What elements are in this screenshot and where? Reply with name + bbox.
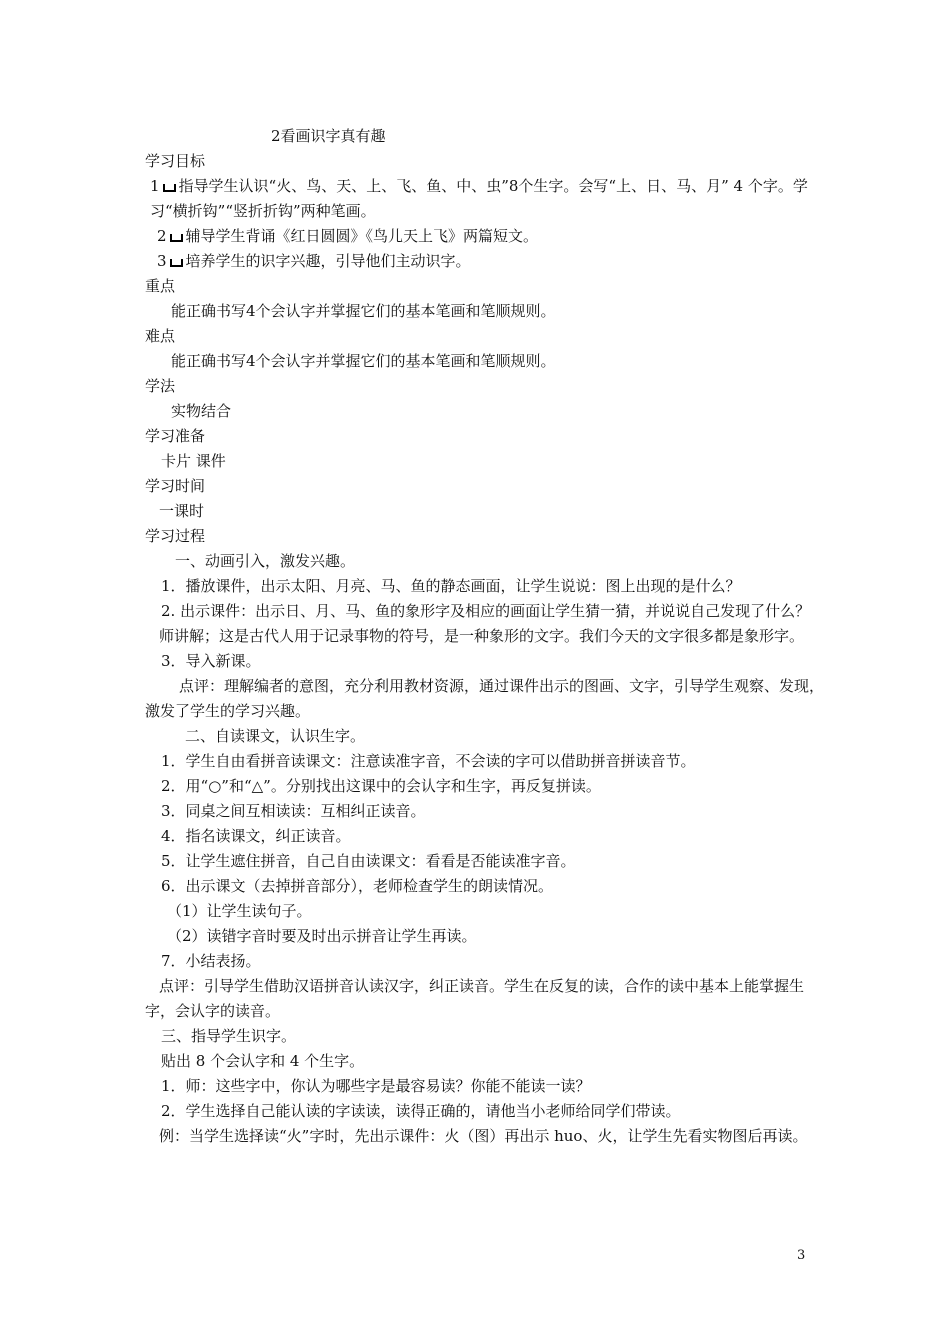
goal-number: 2 [157, 227, 167, 245]
subsection-heading: 一、动画引入，激发兴趣。 [175, 552, 356, 570]
document-body [145, 124, 825, 1149]
list-item: 4．指名读课文，纠正读音。 [161, 827, 351, 845]
list-item: 5．让学生遮住拼音，自己自由读课文：看看是否能读准字音。 [161, 852, 576, 870]
goal-text: 培养学生的识字兴趣，引导他们主动识字。 [185, 252, 471, 270]
comment-paragraph: 点评：理解编者的意图，充分利用教材资源，通过课件出示的图画、文字，引导学生观察、发现，激发了学生的学习兴趣。 [145, 677, 825, 720]
section-heading-goals: 学习目标 [145, 152, 206, 170]
subsection-heading: 二、自读课文，认识生字。 [185, 727, 366, 745]
goal-number: 3 [157, 252, 167, 270]
section-heading-preparation: 学习准备 [145, 427, 206, 445]
list-item: 7．小结表扬。 [161, 952, 261, 970]
paragraph: 实物结合 [171, 402, 232, 420]
paragraph: 一课时 [159, 502, 205, 520]
section-heading-process: 学习过程 [145, 527, 206, 545]
goal-item-2 [145, 224, 825, 249]
bullet-mark-icon [163, 184, 176, 192]
section-heading-method: 学法 [145, 377, 176, 395]
paragraph: 师讲解；这是古代人用于记录事物的符号，是一种象形的文字。我们今天的文字很多都是象形字。 [159, 627, 805, 645]
list-item: 1．学生自由看拼音读课文：注意读准字音，不会读的字可以借助拼音拼读音节。 [161, 752, 696, 770]
list-item: 2．用“○”和“△”。分别找出这课中的会认字和生字，再反复拼读。 [161, 777, 601, 795]
list-item: 1．师：这些字中，你认为哪些字是最容易读？你能不能读一读？ [161, 1077, 591, 1095]
goal-number: 1 [150, 177, 160, 195]
document-title: 2看画识字真有趣 [271, 127, 386, 145]
comment-paragraph: 点评：引导学生借助汉语拼音认读汉字，纠正读音。学生在反复的读，合作的读中基本上能掌握生字，会认字的读音。 [145, 977, 805, 1020]
bullet-mark-icon [170, 259, 183, 267]
list-item: 2. 出示课件：出示日、月、马、鱼的象形字及相应的画面让学生猜一猜，并说说自己发现了什么？ [161, 602, 811, 620]
paragraph: 能正确书写4个会认字并掌握它们的基本笔画和笔顺规则。 [171, 302, 556, 320]
goal-text: 辅导学生背诵《红日圆圆》《鸟儿天上飞》两篇短文。 [185, 227, 539, 245]
goal-item-3 [145, 249, 825, 274]
list-item: 3．导入新课。 [161, 652, 261, 670]
list-item: 6．出示课文（去掉拼音部分），老师检查学生的朗读情况。 [161, 877, 554, 895]
bullet-mark-icon [170, 234, 183, 242]
example-paragraph: 例：当学生选择读“火”字时，先出示课件：火（图）再出示 huo、火，让学生先看实物图后再读。 [159, 1127, 808, 1145]
list-item: 1．播放课件，出示太阳、月亮、马、鱼的静态画面，让学生说说：图上出现的是什么？ [161, 577, 741, 595]
section-heading-difficulties: 难点 [145, 327, 176, 345]
list-item: （1）让学生读句子。 [167, 902, 312, 920]
list-item: （2）读错字音时要及时出示拼音让学生再读。 [167, 927, 477, 945]
paragraph: 能正确书写4个会认字并掌握它们的基本笔画和笔顺规则。 [171, 352, 556, 370]
goal-text: 指导学生认识“火、鸟、天、上、飞、鱼、中、虫”8个生字。会写“上、日、马、月” 4 个字。学习“横折钩”“竖折折钩”两种笔画。 [150, 177, 808, 220]
paragraph: 贴出 8 个会认字和 4 个生字。 [161, 1052, 365, 1070]
paragraph: 卡片 课件 [161, 452, 226, 470]
section-heading-key-points: 重点 [145, 277, 176, 295]
goal-item-1 [145, 174, 825, 224]
subsection-heading: 三、指导学生识字。 [161, 1027, 297, 1045]
section-heading-time: 学习时间 [145, 477, 206, 495]
list-item: 3．同桌之间互相读读：互相纠正读音。 [161, 802, 426, 820]
page-number: 3 [797, 1248, 806, 1263]
list-item: 2．学生选择自己能认读的字读读，读得正确的，请他当小老师给同学们带读。 [161, 1102, 681, 1120]
